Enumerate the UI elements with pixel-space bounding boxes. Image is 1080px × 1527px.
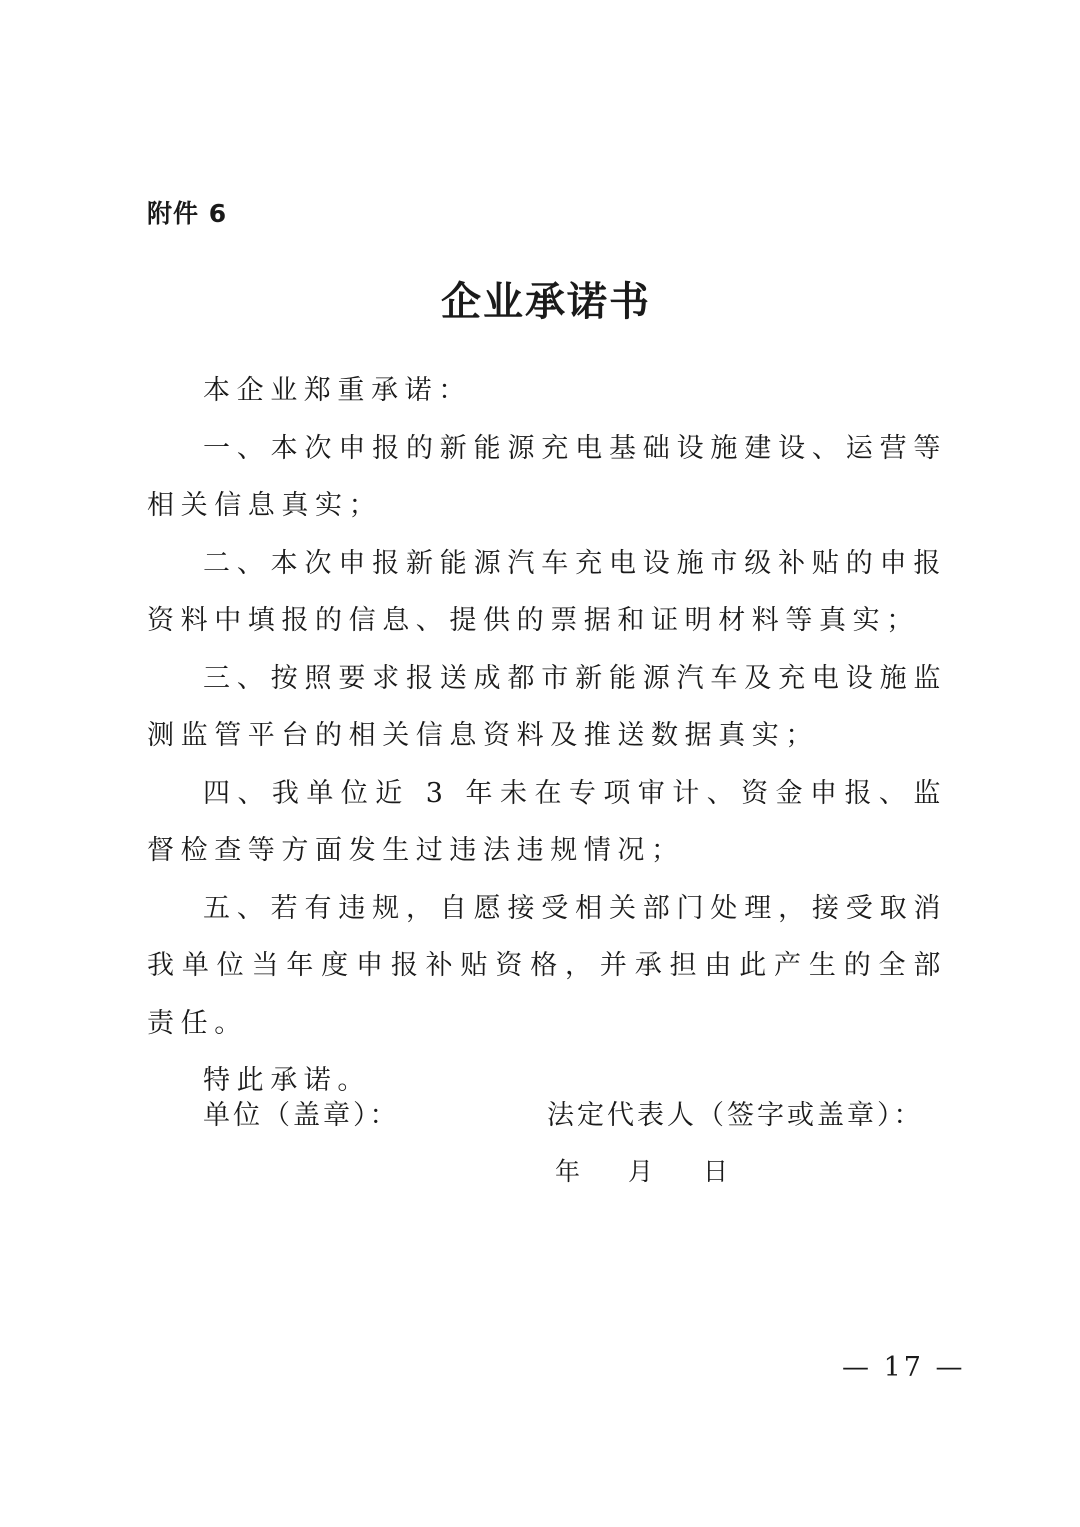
commitment-item-4: 四、我单位近 3 年未在专项审计、资金申报、监督检查等方面发生过违法违规情况； [147,777,947,866]
closing-line: 特此承诺。 [203,1065,371,1096]
commitment-item-5: 五、若有违规，自愿接受相关部门处理，接受取消我单位当年度申报补贴资格，并承担由此产生的全部责任。 [147,892,947,1039]
page-number: — 17 — [842,1352,966,1383]
commitment-item-1: 一、本次申报的新能源充电基础设施建设、运营等相关信息真实； [147,432,947,521]
year-label: 年 [555,1157,581,1186]
unit-seal-label: 单位（盖章）： [203,1100,400,1131]
day-label: 日 [703,1157,729,1186]
date-line [555,1152,728,1188]
opening-line: 本企业郑重承诺： [203,375,472,406]
legal-representative-label: 法定代表人（签字或盖章）： [547,1100,924,1131]
commitment-item-3: 三、按照要求报送成都市新能源汽车及充电设施监测监管平台的相关信息资料及推送数据真实； [147,662,947,751]
document-title: 企业承诺书 [441,278,651,325]
month-label: 月 [628,1157,654,1186]
commitment-item-2: 二、本次申报新能源汽车充电设施市级补贴的申报资料中填报的信息、提供的票据和证明材料等真实； [147,547,947,636]
commitment-body [147,362,947,1110]
attachment-label: 附件 6 [147,199,228,228]
